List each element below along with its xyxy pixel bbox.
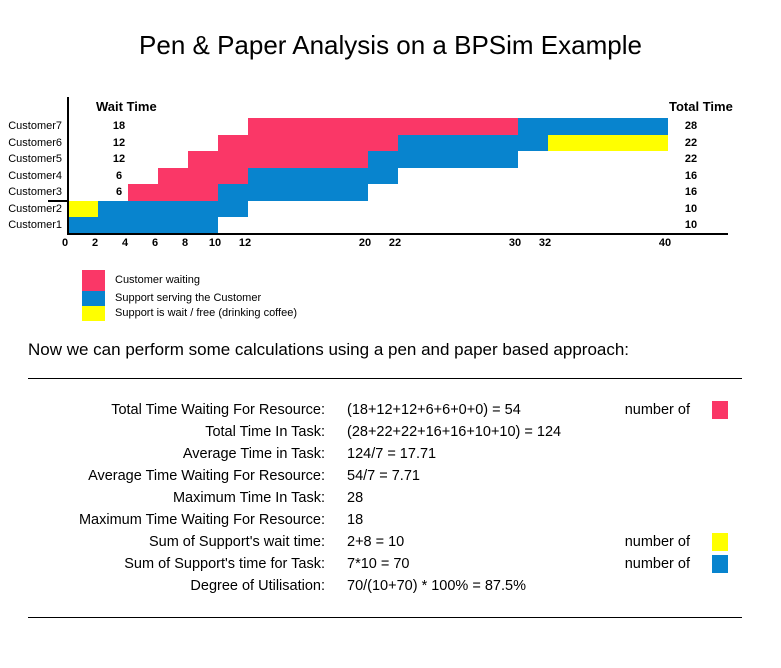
gantt-bar-serving (518, 118, 668, 135)
calc-row (0, 401, 781, 419)
calc-label: Average Time in Task: (182, 446, 325, 462)
x-tick-label: 32 (538, 237, 552, 249)
calc-label: Degree of Utilisation: (190, 578, 325, 594)
total-time-value: 22 (684, 136, 698, 149)
total-time-value: 22 (684, 153, 698, 166)
calc-swatch-serving (712, 555, 728, 573)
customer-label: Customer3 (8, 186, 62, 199)
divider-bottom (28, 617, 742, 618)
legend-label: Support is wait / free (drinking coffee) (115, 307, 297, 319)
legend-label: Support serving the Customer (115, 292, 262, 304)
gantt-bar-waiting (158, 168, 248, 185)
x-tick-label: 0 (61, 237, 69, 249)
calc-note: number of (624, 402, 690, 418)
legend-swatch-idle (82, 306, 105, 321)
calc-label: Sum of Support's wait time: (148, 534, 325, 550)
x-tick-label: 40 (658, 237, 672, 249)
calc-value: 124/7 = 17.71 (347, 446, 437, 462)
legend-swatch-serving (82, 291, 105, 306)
gantt-bar-serving (218, 184, 368, 201)
wait-time-value: 6 (115, 186, 123, 199)
calc-row (0, 533, 781, 551)
total-time-value: 10 (684, 219, 698, 232)
calc-note: number of (624, 556, 690, 572)
wait-time-value: 12 (112, 153, 126, 166)
calc-label: Average Time Waiting For Resource: (88, 468, 325, 484)
gantt-bar-waiting (128, 184, 218, 201)
legend-label: Customer waiting (115, 274, 200, 286)
calc-value: 2+8 = 10 (347, 534, 405, 550)
gantt-row (0, 118, 781, 135)
gantt-bar-serving (248, 168, 398, 185)
axis-notch (48, 200, 68, 202)
wait-time-value: 6 (115, 169, 123, 182)
gantt-row (0, 201, 781, 218)
gantt-bar-serving (98, 201, 248, 218)
calc-row (0, 577, 781, 595)
x-tick-label: 22 (388, 237, 402, 249)
wait-time-header: Wait Time (96, 99, 157, 114)
y-axis-line (67, 97, 69, 234)
divider-top (28, 378, 742, 379)
gantt-row (0, 217, 781, 234)
gantt-bar-waiting (188, 151, 368, 168)
calc-value: (18+12+12+6+6+0+0) = 54 (347, 402, 521, 418)
calc-label: Maximum Time Waiting For Resource: (78, 512, 325, 528)
gantt-row (0, 135, 781, 152)
total-time-value: 16 (684, 186, 698, 199)
total-time-value: 28 (684, 120, 698, 132)
intro-text: Now we can perform some calculations using a pen and paper based approach: (28, 340, 630, 359)
gantt-bar-idle (68, 201, 98, 218)
legend-swatch-waiting (82, 270, 105, 291)
total-time-value: 10 (684, 202, 698, 215)
calc-value: 18 (347, 512, 364, 528)
calc-row (0, 445, 781, 463)
calc-row (0, 423, 781, 441)
calc-label: Maximum Time In Task: (172, 490, 325, 506)
customer-label: Customer5 (8, 153, 62, 166)
calc-swatch-idle (712, 533, 728, 551)
page-title: Pen & Paper Analysis on a BPSim Example (139, 30, 642, 60)
calc-value: 70/(10+70) * 100% = 87.5% (347, 578, 526, 594)
x-tick-label: 4 (121, 237, 129, 249)
calc-swatch-waiting (712, 401, 728, 419)
customer-label: Customer2 (8, 202, 62, 215)
gantt-row (0, 151, 781, 168)
calc-row (0, 555, 781, 573)
x-axis-line (67, 233, 728, 235)
gantt-bar-serving (68, 217, 218, 234)
gantt-row (0, 168, 781, 185)
customer-label: Customer7 (8, 120, 62, 132)
gantt-bar-waiting (248, 118, 518, 135)
calc-value: 7*10 = 70 (347, 556, 410, 572)
wait-time-value: 12 (112, 136, 126, 149)
wait-time-value: 18 (112, 120, 126, 132)
calc-label: Sum of Support's time for Task: (124, 556, 325, 572)
total-time-value: 16 (684, 169, 698, 182)
calc-note: number of (624, 534, 690, 550)
gantt-bar-serving (368, 151, 518, 168)
x-tick-label: 8 (181, 237, 189, 249)
customer-label: Customer1 (8, 219, 62, 232)
customer-label: Customer4 (8, 169, 62, 182)
calc-value: 28 (347, 490, 364, 506)
x-tick-label: 12 (238, 237, 252, 249)
calc-label: Total Time Waiting For Resource: (111, 402, 325, 418)
total-time-header: Total Time (669, 99, 733, 114)
calc-label: Total Time In Task: (205, 424, 325, 440)
x-tick-label: 30 (508, 237, 522, 249)
gantt-bar-idle (548, 135, 668, 152)
gantt-row (0, 184, 781, 201)
gantt-bar-serving (398, 135, 548, 152)
calc-value: 54/7 = 7.71 (347, 468, 420, 484)
calc-row (0, 511, 781, 529)
calc-value: (28+22+22+16+16+10+10) = 124 (347, 424, 562, 440)
x-tick-label: 2 (91, 237, 99, 249)
customer-label: Customer6 (8, 136, 62, 149)
gantt-bar-waiting (218, 135, 398, 152)
x-tick-label: 10 (208, 237, 222, 249)
calc-row (0, 489, 781, 507)
calc-row (0, 467, 781, 485)
x-tick-label: 20 (358, 237, 372, 249)
x-tick-label: 6 (151, 237, 159, 249)
